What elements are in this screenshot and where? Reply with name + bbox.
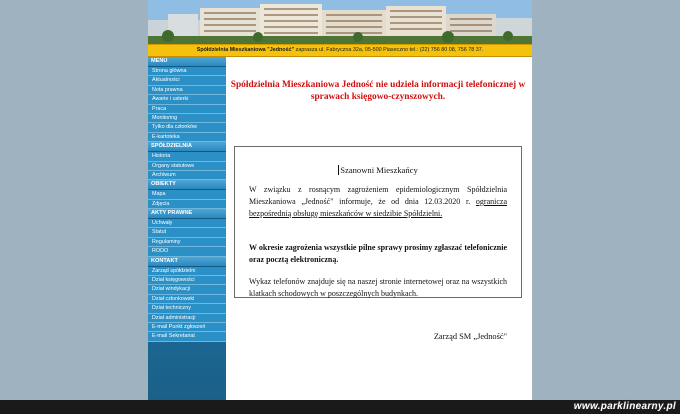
announcement-title: Szanowni Mieszkańcy [340,165,418,175]
sidebar-item-map[interactable]: Mapa [148,190,226,199]
sidebar-item-failures[interactable]: Awarie i usterki [148,95,226,104]
sidebar-item-history[interactable]: Historia [148,152,226,161]
sidebar-item-accounting[interactable]: Dział księgowości [148,276,226,285]
sidebar-item-administration[interactable]: Dział administracji [148,314,226,323]
sidebar-item-members-only[interactable]: Tylko dla członków [148,123,226,132]
sidebar-item-home[interactable]: Strona główna [148,67,226,76]
sidebar-item-legal-note[interactable]: Nota prawna [148,86,226,95]
sidebar-item-monitoring[interactable]: Monitoring [148,114,226,123]
sidebar-item-rodo[interactable]: RODO [148,247,226,256]
sidebar-item-jobs[interactable]: Praca [148,105,226,114]
announcement-paragraph-3: Wykaz telefonów znajduje się na naszej stronie internetowej oraz na wszystkich klatkach schodowych w poszczególnych budynkach. [249,277,507,298]
sidebar-item-statute[interactable]: Statut [148,228,226,237]
sidebar-item-regulations[interactable]: Regulaminy [148,238,226,247]
sidebar-item-email-secretariat[interactable]: E-mail Sekretariat [148,332,226,341]
sidebar-item-email-reports[interactable]: E-mail Punkt zgłoszeń [148,323,226,332]
contact-details: zaprasza ul. Fabryczna 32a, 05-500 Piaseczno tel.: (22) 756 80 08, 756 78 37. [294,47,484,53]
header-banner-photo [148,0,532,44]
page-container [148,0,532,414]
watermark-text: www.parklinearny.pl [573,401,676,412]
main-content [226,57,532,414]
sidebar-item-debt-collection[interactable]: Dział windykacji [148,285,226,294]
announcement-box [234,146,522,341]
sidebar-item-technical[interactable]: Dział techniczny [148,304,226,313]
phone-info-headline: Spółdzielnia Mieszkaniowa Jedność nie udziela informacji telefonicznej w sprawach księgowo-czynszowych. [230,80,526,102]
cooperative-name: Spółdzielnia Mieszkaniowa "Jedność" [196,47,295,53]
sidebar-section-objects: OBIEKTY [148,180,226,190]
sidebar-item-photos[interactable]: Zdjęcia [148,200,226,209]
sidebar-item-membership[interactable]: Dział członkowski [148,295,226,304]
contact-info-bar [148,44,532,57]
announcement-signature: Zarząd SM „Jedność" [433,332,507,341]
apartment-buildings-image [148,0,532,44]
announcement-paragraph-1: W związku z rosnącym zagrożeniem epidemiologicznym Spółdzielnia Mieszkaniowa „Jedność" informuje, że od dnia 12.03.2020 r. ogranicza bezpośrednią obsługę mieszkańców w siedzibie Spółdzielni. [249,185,507,218]
announcement-paragraph-2: W okresie zagrożenia wszystkie pilne sprawy prosimy zgłaszać telefonicznie oraz pocztą elektroniczną. [249,243,507,264]
sidebar-nav [148,57,226,414]
sidebar-item-management[interactable]: Zarząd spółdzielni [148,267,226,276]
sidebar-item-resolutions[interactable]: Uchwały [148,219,226,228]
sidebar-section-contact: KONTAKT [148,257,226,267]
sidebar-section-cooperative: SPÓŁDZIELNIA [148,142,226,152]
sidebar-item-statutory-bodies[interactable]: Organy statutowe [148,162,226,171]
sidebar-section-legal-acts: AKTY PRAWNE [148,209,226,219]
sidebar-item-news[interactable]: Aktualności [148,76,226,85]
sidebar-item-e-records[interactable]: E-kartoteka [148,133,226,142]
underlined-notice: ogranicza bezpośrednią obsługę mieszkańców w siedzibie Spółdzielni. [249,197,507,218]
sidebar-section-menu: MENU [148,57,226,67]
sidebar-item-archive[interactable]: Archiwum [148,171,226,180]
